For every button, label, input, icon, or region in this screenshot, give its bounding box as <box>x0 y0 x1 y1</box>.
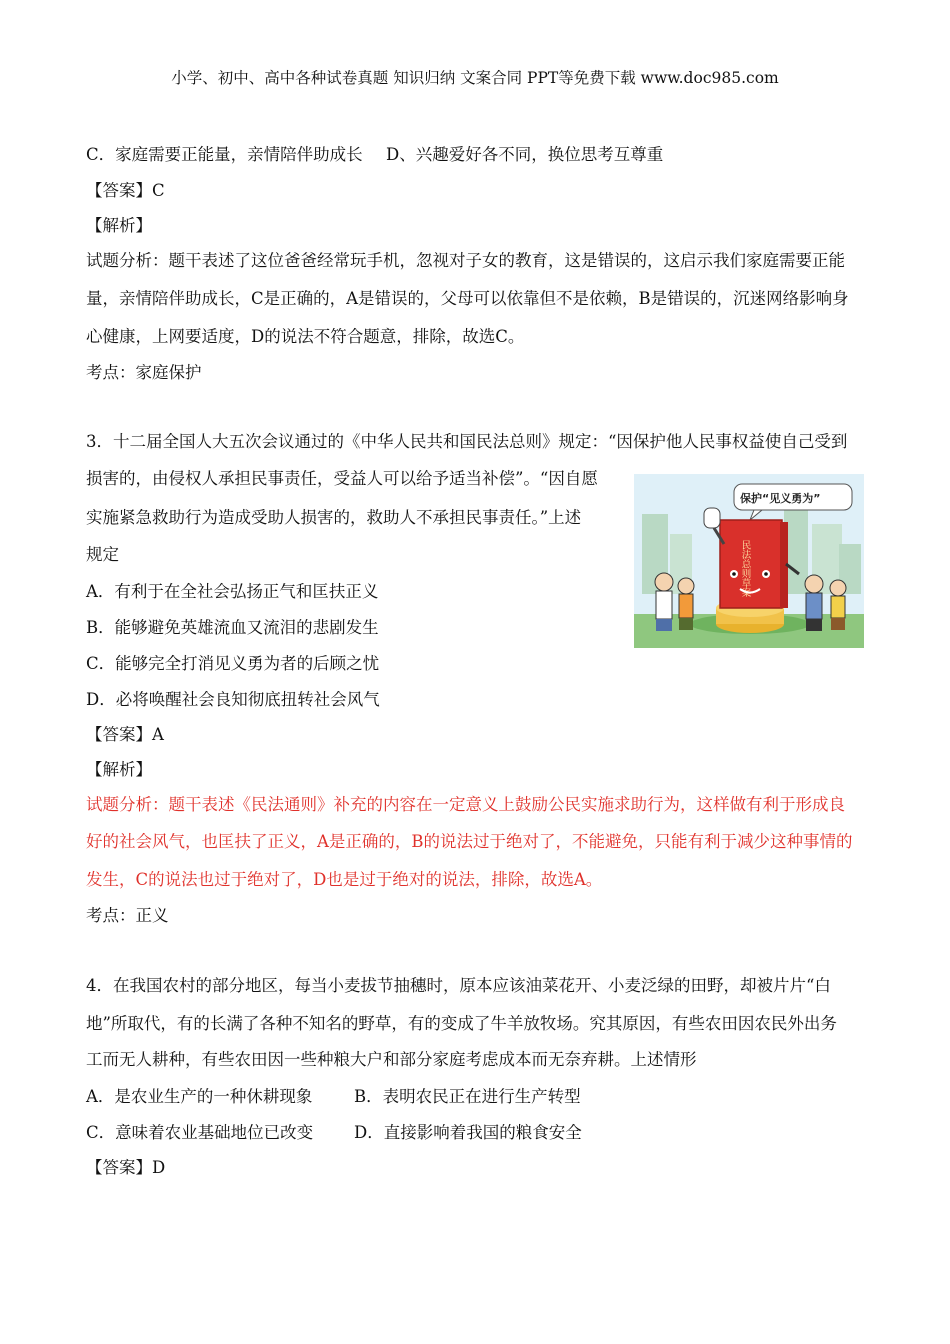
q4-option-c: C．意味着农业基础地位已改变 <box>86 1123 314 1142</box>
q4-stem-line: 4．在我国农村的部分地区，每当小麦拔节抽穗时，原本应该油菜花开、小麦泛绿的田野，却被片片“白 <box>86 976 831 995</box>
q2-point: 考点：家庭保护 <box>86 363 202 382</box>
q3-stem-line: 实施紧急救助行为造成受助人损害的，救助人不承担民事责任。”上述 <box>86 508 582 527</box>
q4-stem-line: 工而无人耕种，有些农田因一些种粮大户和部分家庭考虑成本而无奈弃耕。上述情形 <box>86 1050 697 1069</box>
figure-bubble-text: 保护“见义勇为” <box>740 492 821 505</box>
q3-analysis-line: 发生，C的说法也过于绝对了，D也是过于绝对的说法，排除，故选A。 <box>86 870 603 889</box>
page-header: 小学、初中、高中各种试卷真题 知识归纳 文案合同 PPT等免费下载 www.doc985.com <box>171 69 779 87</box>
q2-analysis-title: 【解析】 <box>86 216 152 235</box>
q2-analysis-line: 试题分析：题干表述了这位爸爸经常玩手机，忽视对子女的教育，这是错误的，这启示我们家庭需要正能 <box>86 251 845 270</box>
q3-option-d: D．必将唤醒社会良知彻底扭转社会风气 <box>86 690 380 709</box>
q3-option-a: A．有利于在全社会弘扬正气和匡扶正义 <box>86 582 379 601</box>
q4-stem-line: 地”所取代，有的长满了各种不知名的野草，有的变成了牛羊放牧场。究其原因，有些农田因农民外出务 <box>86 1014 837 1033</box>
q2-option-d: D、兴趣爱好各不同，换位思考互尊重 <box>386 145 664 164</box>
q3-analysis-line: 试题分析：题干表述《民法通则》补充的内容在一定意义上鼓励公民实施求助行为，这样做有利于形成良 <box>86 795 845 814</box>
q4-options-row <box>86 1121 582 1145</box>
q2-option-c: C．家庭需要正能量，亲情陪伴助成长 <box>86 145 363 164</box>
q3-analysis-line: 好的社会风气，也匡扶了正义，A是正确的，B的说法过于绝对了，不能避免，只能有利于减少这种事情的 <box>86 832 853 851</box>
q4-option-b: B．表明农民正在进行生产转型 <box>354 1087 581 1106</box>
q3-analysis-title: 【解析】 <box>86 760 152 779</box>
figure-book-title: 民法总则草案 <box>739 540 751 597</box>
q2-answer: 【答案】C <box>86 181 165 200</box>
q3-option-b: B．能够避免英雄流血又流泪的悲剧发生 <box>86 618 379 637</box>
q4-option-d: D．直接影响着我国的粮食安全 <box>354 1123 582 1142</box>
q3-answer: 【答案】A <box>86 725 164 744</box>
civil-law-cartoon-image <box>634 474 864 648</box>
q4-option-a: A．是农业生产的一种休耕现象 <box>86 1087 313 1106</box>
q2-options-cd <box>86 143 664 167</box>
q4-options-row <box>86 1085 581 1109</box>
q2-analysis-line: 心健康，上网要适度，D的说法不符合题意，排除，故选C。 <box>86 327 525 346</box>
q3-option-c: C．能够完全打消见义勇为者的后顾之忧 <box>86 654 380 673</box>
q3-stem-line: 规定 <box>86 545 119 564</box>
q3-point: 考点：正义 <box>86 906 169 925</box>
q3-stem-line: 损害的，由侵权人承担民事责任，受益人可以给予适当补偿”。“因自愿 <box>86 469 598 488</box>
q2-analysis-line: 量，亲情陪伴助成长，C是正确的，A是错误的，父母可以依靠但不是依赖，B是错误的，沉迷网络影响身 <box>86 289 849 308</box>
q3-stem-line: 3．十二届全国人大五次会议通过的《中华人民共和国民法总则》规定：“因保护他人民事权益使自己受到 <box>86 432 848 451</box>
q4-answer: 【答案】D <box>86 1158 166 1177</box>
